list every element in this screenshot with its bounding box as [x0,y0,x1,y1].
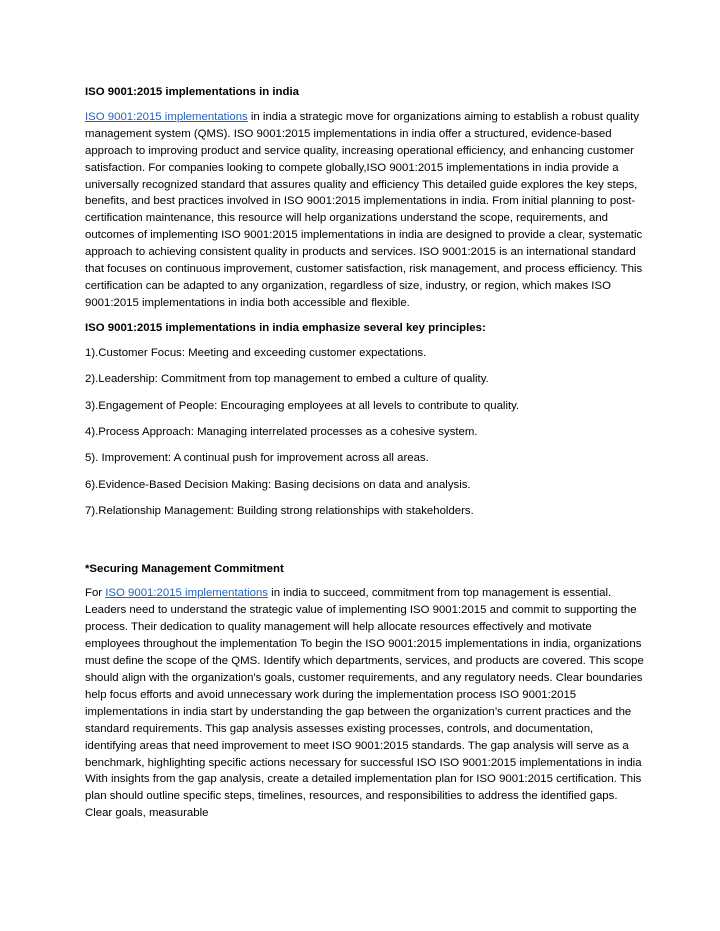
principle-item: 4).Process Approach: Managing interrelated processes as a cohesive system. [85,425,478,438]
section-text: in india to succeed, commitment from top management is essential. Leaders need to understand the strategic value of implementing ISO 9001:2015 and commit to supporting the process. Their dedication to quality management will help allocate resources effectively and motivate employees throughout the implementation To begin the ISO 9001:2015 implementations in india, organizations must define the scope of the QMS. Identify which departments, services, and products are covered. This scope should align with the organization's goals, customer requirements, and any regulatory needs. Clear boundaries help focus efforts and avoid unnecessary work during the implementation process ISO 9001:2015 implementations in india start by understanding the gap between the organization’s current practices and the standard requirements. This gap analysis assesses existing processes, controls, and documentation, identifying areas that need improvement to meet ISO 9001:2015 standards. The gap analysis will serve as a benchmark, highlighting specific actions necessary for successful ISO ISO 9001:2015 implementations in india With insights from the gap analysis, create a detailed implementation plan for ISO 9001:2015 certification. This plan should outline specific steps, timelines, resources, and responsibilities to address the identified gaps. Clear goals, measurable [85,587,644,820]
document-title: ISO 9001:2015 implementations in india [85,86,299,98]
section-heading: *Securing Management Commitment [85,562,284,575]
principles-heading: ISO 9001:2015 implementations in india emphasize several key principles: [85,321,486,334]
section-spacer [85,530,645,561]
intro-paragraph [85,109,645,312]
document-page [85,84,645,830]
principle-item: 3).Engagement of People: Encouraging employees at all levels to contribute to quality. [85,399,520,412]
section-paragraph [85,585,645,822]
principle-item: 1).Customer Focus: Meeting and exceeding customer expectations. [85,346,427,359]
intro-link[interactable]: ISO 9001:2015 implementations [85,110,248,123]
intro-text: in india a strategic move for organizations aiming to establish a robust quality management system (QMS). ISO 9001:2015 implementations in india offer a structured, evidence-based approach to improving product and service quality, increasing operational efficiency, and enhancing customer satisfaction. For companies looking to compete globally,ISO 9001:2015 implementations in india provide a universally recognized standard that assures quality and efficiency This detailed guide explores the key steps, benefits, and best practices involved in ISO 9001:2015 implementations in india. From initial planning to post-certification maintenance, this resource will help organizations understand the scope, requirements, and outcomes of implementing ISO 9001:2015 implementations in india are designed to provide a clear, systematic approach to achieving consistent quality in products and services. ISO 9001:2015 is an international standard that focuses on continuous improvement, customer satisfaction, risk management, and process efficiency. This certification can be adapted to any organization, regardless of size, industry, or region, which makes ISO 9001:2015 implementations in india both accessible and flexible. [85,110,643,309]
principle-item: 2).Leadership: Commitment from top management to embed a culture of quality. [85,373,489,386]
principle-item: 7).Relationship Management: Building strong relationships with stakeholders. [85,505,474,518]
principles-list [85,345,645,520]
section-link[interactable]: ISO 9001:2015 implementations [105,587,268,600]
principle-item: 5). Improvement: A continual push for improvement across all areas. [85,452,429,465]
principle-item: 6).Evidence-Based Decision Making: Basing decisions on data and analysis. [85,478,471,491]
section-prefix: For [85,587,106,600]
